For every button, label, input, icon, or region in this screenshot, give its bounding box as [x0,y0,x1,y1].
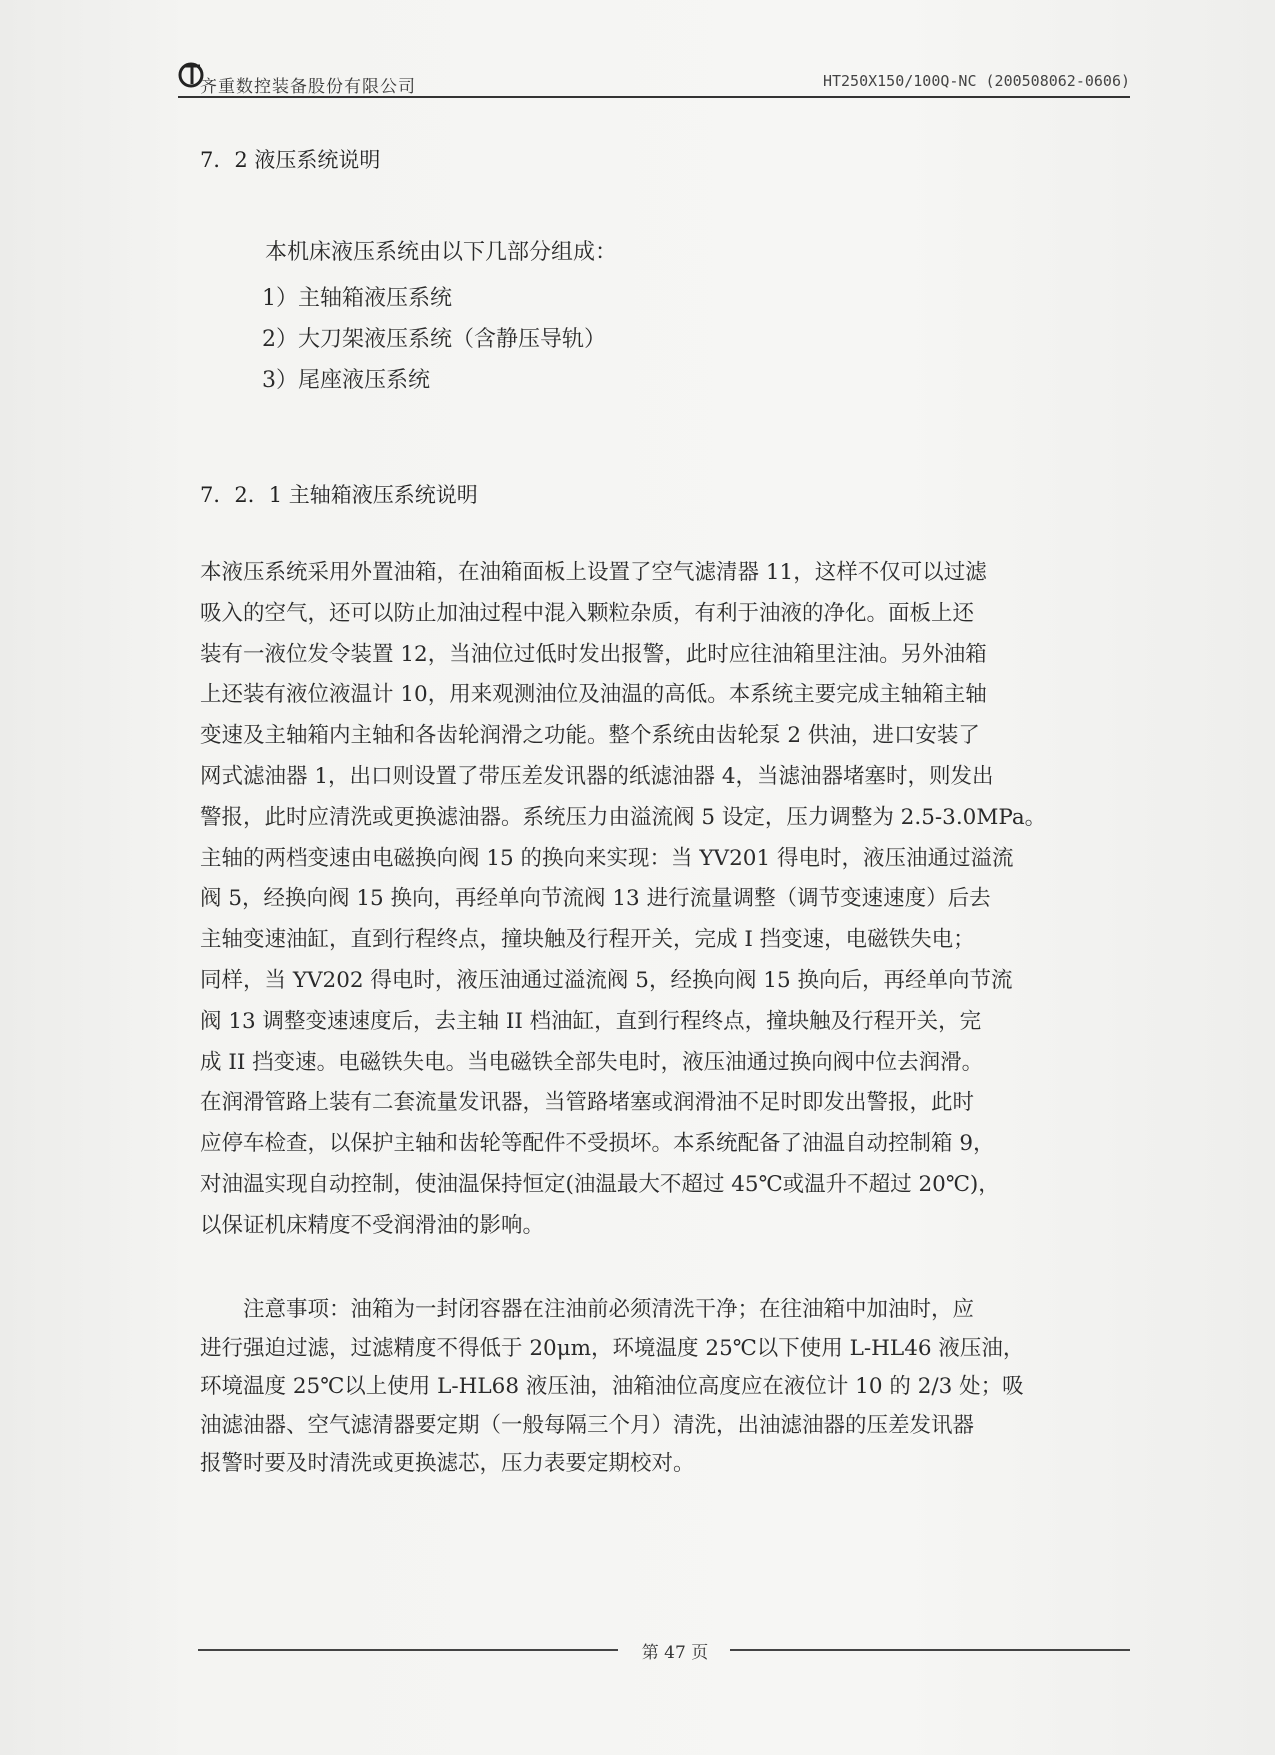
text-line: 阀 5，经换向阀 15 换向，再经单向节流阀 13 进行流量调整（调节变速速度）后去 [200,886,991,912]
footer-divider-left [198,1649,618,1651]
text-line: 主轴变速油缸，直到行程终点，撞块触及行程开关，完成 I 挡变速，电磁铁失电； [200,927,975,953]
text-line: 主轴的两档变速由电磁换向阀 15 的换向来实现：当 YV201 得电时，液压油通过溢流 [200,845,1014,871]
page-header [178,52,1130,98]
text-line: 阀 13 调整变速速度后，去主轴 II 档油缸，直到行程终点，撞块触及行程开关，完 [200,1008,982,1034]
document-reference: HT250X150/100Q-NC (200508062-0606) [822,72,1130,90]
section-title: 7．2 液压系统说明 [200,148,381,172]
text-line: 应停车检查，以保护主轴和齿轮等配件不受损坏。本系统配备了油温自动控制箱 9， [200,1131,995,1157]
text-line: 网式滤油器 1，出口则设置了带压差发讯器的纸滤油器 4，当滤油器堵塞时，则发出 [200,763,994,789]
body-paragraph [200,553,1128,1247]
company-name: 齐重数控装备股份有限公司 [200,77,416,97]
subsection-title: 7．2．1 主轴箱液压系统说明 [200,483,478,507]
text-line: 吸入的空气，还可以防止加油过程中混入颗粒杂质，有利于油液的净化。面板上还 [200,600,975,626]
text-line: 注意事项：油箱为一封闭容器在注油前必须清洗干净；在往油箱中加油时，应 [200,1297,975,1322]
text-line: 报警时要及时清洗或更换滤芯，压力表要定期校对。 [200,1451,695,1476]
component-list [262,278,606,401]
list-item: 3）尾座液压系统 [262,368,430,393]
page-number: 第 47 页 [641,1643,709,1663]
text-line: 在润滑管路上装有二套流量发讯器，当管路堵塞或润滑油不足时即发出警报，此时 [200,1090,975,1116]
text-line: 警报，此时应清洗或更换滤油器。系统压力由溢流阀 5 设定，压力调整为 2.5-3.0MPa。 [200,804,1047,830]
text-line: 变速及主轴箱内主轴和各齿轮润滑之功能。整个系统由齿轮泵 2 供油，进口安装了 [200,723,980,749]
text-line: 同样，当 YV202 得电时，液压油通过溢流阀 5，经换向阀 15 换向后，再经单向节流 [200,967,1013,993]
list-item: 2）大刀架液压系统（含静压导轨） [262,327,606,352]
text-line: 对油温实现自动控制，使油温保持恒定(油温最大不超过 45℃或温升不超过 20℃)， [200,1171,1000,1197]
text-line: 装有一液位发令装置 12，当油位过低时发出报警，此时应往油箱里注油。另外油箱 [200,641,987,667]
text-line: 上还装有液位液温计 10，用来观测油位及油温的高低。本系统主要完成主轴箱主轴 [200,682,987,708]
footer-divider-right [730,1649,1130,1651]
text-line: 以保证机床精度不受润滑油的影响。 [200,1212,545,1238]
section-intro: 本机床液压系统由以下几部分组成： [265,240,618,265]
text-line: 本液压系统采用外置油箱，在油箱面板上设置了空气滤清器 11，这样不仅可以过滤 [200,560,987,585]
text-line: 油滤油器、空气滤清器要定期（一般每隔三个月）清洗，出油滤油器的压差发讯器 [200,1412,975,1438]
text-line: 成 II 挡变速。电磁铁失电。当电磁铁全部失电时，液压油通过换向阀中位去润滑。 [200,1049,984,1075]
notes-paragraph [200,1291,1128,1484]
list-item: 1）主轴箱液压系统 [262,286,452,311]
text-line: 环境温度 25℃以上使用 L-HL68 液压油，油箱油位高度应在液位计 10 的 2/3 处；吸 [200,1374,1024,1399]
text-line: 进行强迫过滤，过滤精度不得低于 20μm，环境温度 25℃以下使用 L-HL46 液压油， [200,1335,1025,1361]
